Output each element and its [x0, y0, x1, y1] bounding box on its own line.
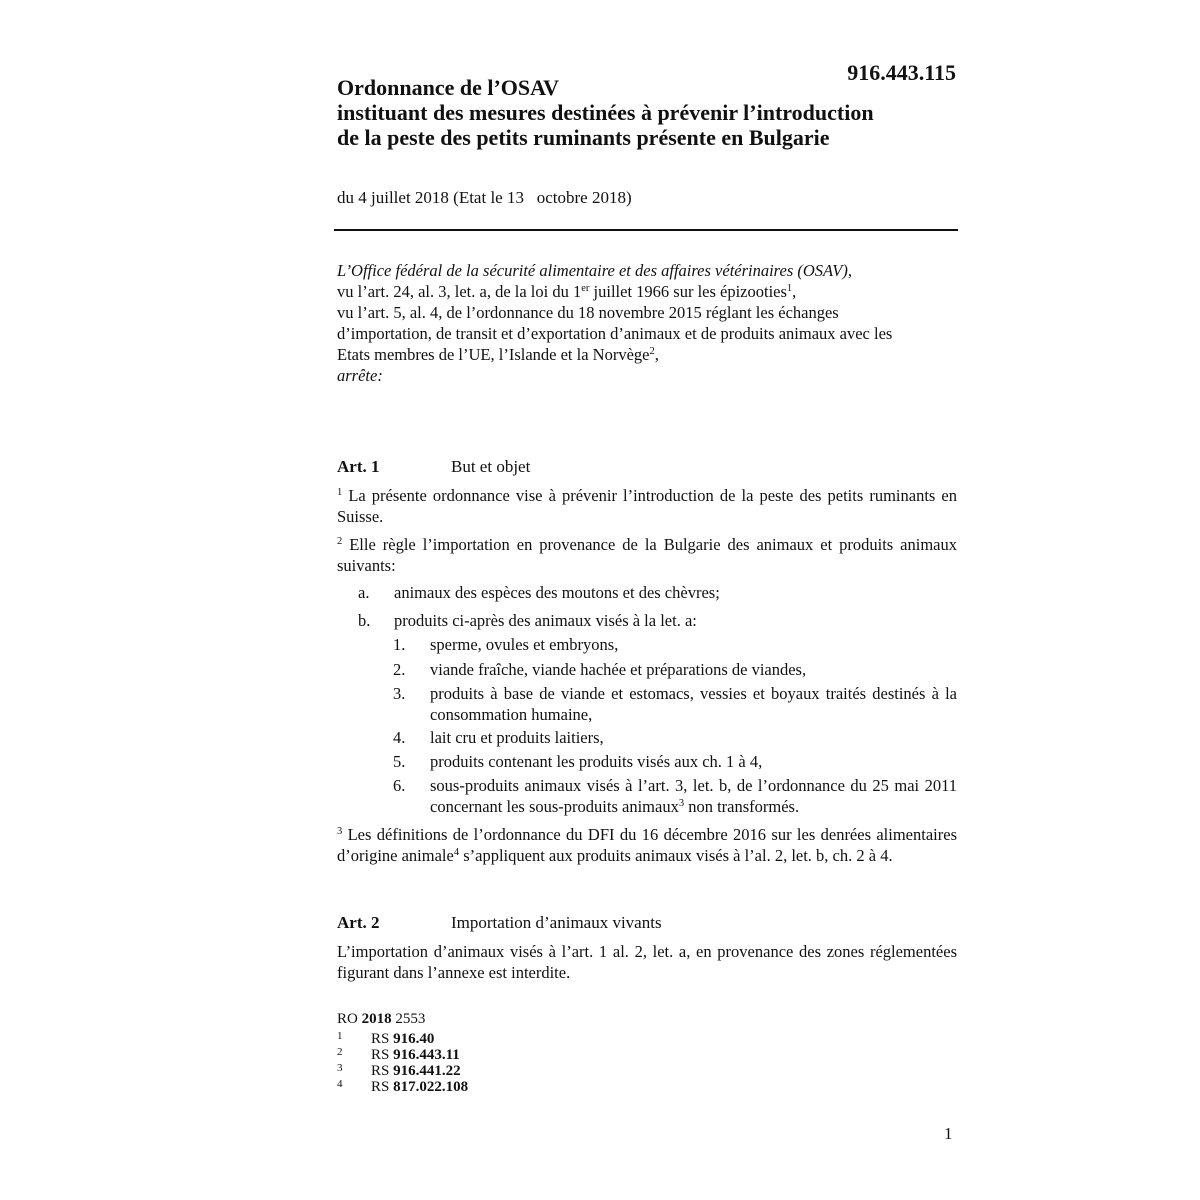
header-divider: [334, 229, 958, 231]
article-2-heading: [337, 913, 662, 933]
article-2-title: Importation d’animaux vivants: [451, 913, 662, 932]
title-line-1: Ordonnance de l’OSAV: [337, 75, 560, 100]
footnotes: [337, 1011, 469, 1095]
footnote-ref: 4: [453, 847, 460, 858]
preamble-authority: L’Office fédéral de la sécurité alimentaire et des affaires vétérinaires (OSAV),: [337, 261, 852, 280]
footnote-ref: 3: [678, 798, 685, 809]
article-2-number: Art. 2: [337, 913, 380, 932]
article-1-number: Art. 1: [337, 457, 380, 476]
footnote-2: 2 RS 916.443.11: [337, 1046, 460, 1063]
document-title: [337, 75, 977, 150]
preamble-line-4: Etats membres de l’UE, l’Islande et la Norvège$^2$,: [337, 345, 659, 364]
sr-number: 916.443.115: [847, 60, 956, 85]
preamble-line-3: d’importation, de transit et d’exportation d’animaux et de produits animaux avec les: [337, 324, 893, 343]
article-1-paragraph-2: $^2$ Elle règle l’importation en provenance de la Bulgarie des animaux et produits animaux suivants:: [337, 535, 957, 575]
article-1-title: But et objet: [451, 457, 531, 476]
preamble-decision: arrête:: [337, 366, 383, 385]
article-1-paragraph-3: $^3$ Les définitions de l’ordonnance du DFI du 16 décembre 2016 sur les denrées alimentaires d’origine animale$^4$ s’appliquent aux produits animaux visés à l’al. 2, let. b, ch. 2 à 4.: [337, 825, 957, 865]
footnote-3: 3 RS 916.441.22: [337, 1062, 461, 1079]
footnote-ref: 1: [786, 283, 793, 294]
title-line-3: de la peste des petits ruminants présente en Bulgarie: [337, 125, 830, 150]
article-2-paragraph: L’importation d’animaux visés à l’art. 1 al. 2, let. a, en provenance des zones réglementées figurant dans l’annexe est interdite.: [337, 942, 957, 982]
ro-reference: RO 2018 2553: [337, 1011, 426, 1027]
page-number: 1: [944, 1124, 953, 1143]
preamble-line-1: vu l’art. 24, al. 3, let. a, de la loi du 1er juillet 1966 sur les épizooties$^1$,: [337, 282, 797, 301]
footnote-4: 4 RS 817.022.108: [337, 1078, 469, 1095]
title-line-2: instituant des mesures destinées à prévenir l’introduction: [337, 100, 874, 125]
preamble: [337, 260, 961, 386]
document-page: 916.443.115 Ordonnance de l’OSAV instituant des mesures destinées à prévenir l’introduction de la peste des petits ruminants présente en Bulgarie du 4 juillet 2018 (Etat le 13 octobre 2018) L’Office fédéral de la sécurité alimentaire et des affaires vétérinaires (OSAV), vu l’art. 24, al. 3, let. a, de la loi du 1er juillet 1966 sur les épizooties$^1$, vu l’art. 5, al. 4, de l’ordonnance du 18 novembre 2015 réglant les échanges d’importation, de transit et d’exportation d’animaux et de produits animaux avec les Etats membres de l’UE, l’Islande et la Norvège$^2$, arrête: Art. 1 But et objet $^1$ La présente ordonnance vise à prévenir l’introduction de la peste des petits ruminants en Suisse. $^2$ Elle règle l’importation en provenance de la Bulgarie des animaux et produits animaux suivants: a. animaux des espèces des moutons et des chèvres; b. produits ci-après des animaux visés à la let. a: 1. sperme, ovules et embryons, 2. viande fraîche, viande hachée et préparations de viandes, 3. produits à base de viande et estomacs, vessies et boyaux traités destinés à la consommation humaine, 4. lait cru et produits laitiers, 5. produits contenant les produits visés aux ch. 1 à 4, 6. sous-produits animaux visés à l’art. 3, let. b, de l’ordonnance du 25 mai 2011 concernant les sous-produits animaux$^3$ non transformés. $^3$ Les définitions de l’ordonnance du DFI du 16 décembre 2016 sur les denrées alimentaires d’origine animale$^4$ s’appliquent aux produits animaux visés à l’al. 2, let. b, ch. 2 à 4. Art. 2 Importation d’animaux vivants L’importation d’animaux visés à l’art. 1 al. 2, let. a, en provenance des zones réglementées figurant dans l’annexe est interdite. RO 2018 2553 1 RS 916.40 2 RS 916.443.11 3 RS 916.441.22 4 RS 817.022.108 1: [0, 0, 1200, 1200]
date-line: du 4 juillet 2018 (Etat le 13 octobre 2018): [337, 188, 632, 207]
article-1-paragraph-1: $^1$ La présente ordonnance vise à prévenir l’introduction de la peste des petits ruminants en Suisse.: [337, 486, 957, 526]
article-1-heading: [337, 457, 530, 477]
preamble-line-2: vu l’art. 5, al. 4, de l’ordonnance du 18 novembre 2015 réglant les échanges: [337, 303, 839, 322]
footnote-1: 1 RS 916.40: [337, 1030, 435, 1047]
footnote-ref: 2: [649, 346, 655, 357]
